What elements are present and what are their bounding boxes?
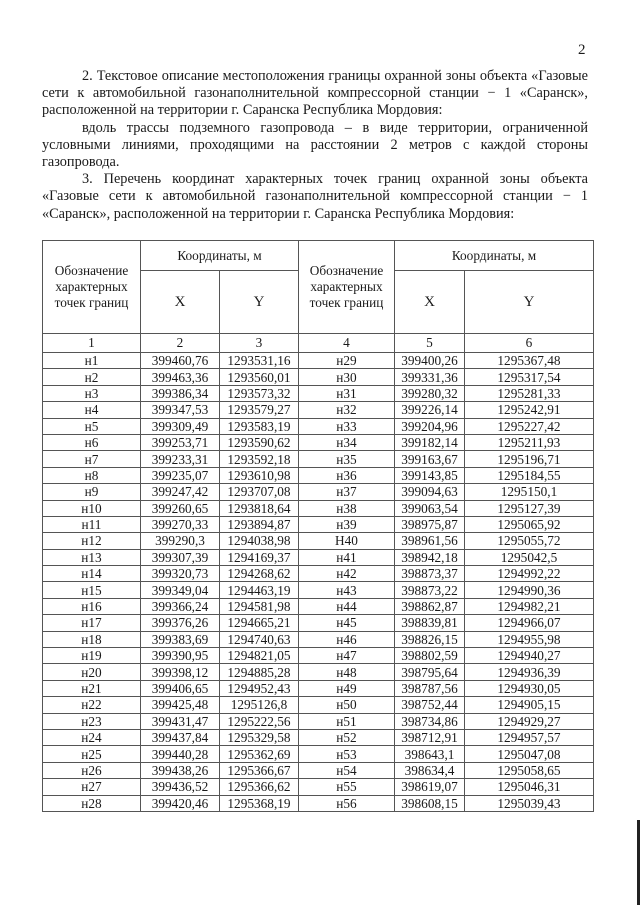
y-coord: 1295227,42 xyxy=(465,418,594,434)
point-id: н38 xyxy=(299,500,395,516)
point-id: н39 xyxy=(299,516,395,532)
point-id: н20 xyxy=(43,664,141,680)
point-id: н54 xyxy=(299,762,395,778)
x-coord: 399376,26 xyxy=(141,615,220,631)
x-coord: 399182,14 xyxy=(395,434,465,450)
y-coord: 1295046,31 xyxy=(465,779,594,795)
point-id: н50 xyxy=(299,697,395,713)
point-id: н19 xyxy=(43,648,141,664)
column-number: 5 xyxy=(395,334,465,353)
y-coord: 1295362,69 xyxy=(220,746,299,762)
y-coord: 1295222,56 xyxy=(220,713,299,729)
table-row xyxy=(43,353,594,369)
table-row xyxy=(43,680,594,696)
y-coord: 1295367,48 xyxy=(465,353,594,369)
point-id: н46 xyxy=(299,631,395,647)
point-id: н21 xyxy=(43,680,141,696)
column-number: 3 xyxy=(220,334,299,353)
header-coords-right: Координаты, м xyxy=(395,241,594,271)
column-number: 1 xyxy=(43,334,141,353)
table-row xyxy=(43,549,594,565)
paragraph-3: 3. Перечень координат характерных точек границ охранной зоны объекта «Газовые сети к автомобильной газонаполнительной компрессорной станции − 1 «Саранск», расположенной на территории г. Саранска Республика Мордовия: xyxy=(42,171,588,222)
y-coord: 1293610,98 xyxy=(220,467,299,483)
point-id: н55 xyxy=(299,779,395,795)
y-coord: 1295055,72 xyxy=(465,533,594,549)
y-coord: 1294952,43 xyxy=(220,680,299,696)
x-coord: 399349,04 xyxy=(141,582,220,598)
x-coord: 399420,46 xyxy=(141,795,220,811)
x-coord: 399320,73 xyxy=(141,566,220,582)
point-id: н6 xyxy=(43,434,141,450)
point-id: н23 xyxy=(43,713,141,729)
y-coord: 1295039,43 xyxy=(465,795,594,811)
table-row xyxy=(43,795,594,811)
x-coord: 399347,53 xyxy=(141,402,220,418)
table-row xyxy=(43,648,594,664)
point-id: н5 xyxy=(43,418,141,434)
x-coord: 399307,39 xyxy=(141,549,220,565)
point-id: н13 xyxy=(43,549,141,565)
point-id: н4 xyxy=(43,402,141,418)
y-coord: 1295042,5 xyxy=(465,549,594,565)
column-number: 4 xyxy=(299,334,395,353)
y-coord: 1294665,21 xyxy=(220,615,299,631)
y-coord: 1295047,08 xyxy=(465,746,594,762)
y-coord: 1295196,71 xyxy=(465,451,594,467)
x-coord: 398942,18 xyxy=(395,549,465,565)
x-coord: 399437,84 xyxy=(141,729,220,745)
x-coord: 399436,52 xyxy=(141,779,220,795)
x-coord: 399406,65 xyxy=(141,680,220,696)
point-id: н47 xyxy=(299,648,395,664)
x-coord: 399386,34 xyxy=(141,385,220,401)
y-coord: 1293579,27 xyxy=(220,402,299,418)
header-y-right: Y xyxy=(465,271,594,334)
x-coord: 399163,67 xyxy=(395,451,465,467)
point-id: н24 xyxy=(43,729,141,745)
x-coord: 399290,3 xyxy=(141,533,220,549)
table-row xyxy=(43,434,594,450)
header-y-left: Y xyxy=(220,271,299,334)
y-coord: 1294957,57 xyxy=(465,729,594,745)
table-row xyxy=(43,729,594,745)
y-coord: 1295065,92 xyxy=(465,516,594,532)
paragraph-2: 2. Текстовое описание местоположения границы охранной зоны объекта «Газовые сети к автомобильной газонаполнительной компрессорной станции − 1 «Саранск», расположенной на территории г. Саранска Республика Мордовия: xyxy=(42,68,588,119)
x-coord: 399331,36 xyxy=(395,369,465,385)
y-coord: 1293707,08 xyxy=(220,484,299,500)
x-coord: 399400,26 xyxy=(395,353,465,369)
x-coord: 399063,54 xyxy=(395,500,465,516)
x-coord: 399383,69 xyxy=(141,631,220,647)
x-coord: 398961,56 xyxy=(395,533,465,549)
point-id: н1 xyxy=(43,353,141,369)
table-row xyxy=(43,484,594,500)
x-coord: 398734,86 xyxy=(395,713,465,729)
x-coord: 399431,47 xyxy=(141,713,220,729)
point-id: н56 xyxy=(299,795,395,811)
x-coord: 399143,85 xyxy=(395,467,465,483)
y-coord: 1293894,87 xyxy=(220,516,299,532)
table-row xyxy=(43,598,594,614)
x-coord: 398787,56 xyxy=(395,680,465,696)
y-coord: 1294992,22 xyxy=(465,566,594,582)
y-coord: 1294581,98 xyxy=(220,598,299,614)
y-coord: 1293573,32 xyxy=(220,385,299,401)
header-point-left: Обозначение характерных точек границ xyxy=(43,241,141,334)
y-coord: 1293818,64 xyxy=(220,500,299,516)
y-coord: 1295366,67 xyxy=(220,762,299,778)
point-id: н35 xyxy=(299,451,395,467)
point-id: н3 xyxy=(43,385,141,401)
point-id: н45 xyxy=(299,615,395,631)
x-coord: 398839,81 xyxy=(395,615,465,631)
x-coord: 398712,91 xyxy=(395,729,465,745)
table-row xyxy=(43,713,594,729)
x-coord: 398608,15 xyxy=(395,795,465,811)
x-coord: 398873,37 xyxy=(395,566,465,582)
y-coord: 1294905,15 xyxy=(465,697,594,713)
point-id: н18 xyxy=(43,631,141,647)
point-id: н2 xyxy=(43,369,141,385)
table-row xyxy=(43,697,594,713)
point-id: Н40 xyxy=(299,533,395,549)
x-coord: 399463,36 xyxy=(141,369,220,385)
y-coord: 1293560,01 xyxy=(220,369,299,385)
point-id: н9 xyxy=(43,484,141,500)
x-coord: 398975,87 xyxy=(395,516,465,532)
point-id: н27 xyxy=(43,779,141,795)
y-coord: 1295368,19 xyxy=(220,795,299,811)
y-coord: 1295211,93 xyxy=(465,434,594,450)
point-id: н53 xyxy=(299,746,395,762)
x-coord: 398643,1 xyxy=(395,746,465,762)
point-id: н43 xyxy=(299,582,395,598)
point-id: н12 xyxy=(43,533,141,549)
x-coord: 399204,96 xyxy=(395,418,465,434)
y-coord: 1295317,54 xyxy=(465,369,594,385)
point-id: н49 xyxy=(299,680,395,696)
table-row xyxy=(43,467,594,483)
table-row xyxy=(43,631,594,647)
page-number: 2 xyxy=(578,42,586,58)
x-coord: 398873,22 xyxy=(395,582,465,598)
table-row xyxy=(43,500,594,516)
header-x-left: X xyxy=(141,271,220,334)
x-coord: 399226,14 xyxy=(395,402,465,418)
x-coord: 399425,48 xyxy=(141,697,220,713)
point-id: н26 xyxy=(43,762,141,778)
x-coord: 398826,15 xyxy=(395,631,465,647)
table-row xyxy=(43,566,594,582)
y-coord: 1294955,98 xyxy=(465,631,594,647)
x-coord: 399309,49 xyxy=(141,418,220,434)
x-coord: 398634,4 xyxy=(395,762,465,778)
point-id: н30 xyxy=(299,369,395,385)
table-row xyxy=(43,762,594,778)
x-coord: 399438,26 xyxy=(141,762,220,778)
x-coord: 399390,95 xyxy=(141,648,220,664)
point-id: н28 xyxy=(43,795,141,811)
y-coord: 1294169,37 xyxy=(220,549,299,565)
table-row xyxy=(43,664,594,680)
y-coord: 1293590,62 xyxy=(220,434,299,450)
y-coord: 1293531,16 xyxy=(220,353,299,369)
y-coord: 1293583,19 xyxy=(220,418,299,434)
x-coord: 399366,24 xyxy=(141,598,220,614)
point-id: н41 xyxy=(299,549,395,565)
table-row xyxy=(43,746,594,762)
y-coord: 1294966,07 xyxy=(465,615,594,631)
y-coord: 1294821,05 xyxy=(220,648,299,664)
point-id: н52 xyxy=(299,729,395,745)
point-id: н36 xyxy=(299,467,395,483)
table-row xyxy=(43,418,594,434)
column-number: 6 xyxy=(465,334,594,353)
y-coord: 1295281,33 xyxy=(465,385,594,401)
y-coord: 1294038,98 xyxy=(220,533,299,549)
x-coord: 399233,31 xyxy=(141,451,220,467)
point-id: н16 xyxy=(43,598,141,614)
y-coord: 1294268,62 xyxy=(220,566,299,582)
point-id: н29 xyxy=(299,353,395,369)
paragraph-2-description: вдоль трассы подземного газопровода – в виде территории, ограниченной условными линиями, проходящими на расстоянии 2 метров с каждой стороны газопровода. xyxy=(42,119,588,171)
x-coord: 399094,63 xyxy=(395,484,465,500)
y-coord: 1294940,27 xyxy=(465,648,594,664)
x-coord: 398862,87 xyxy=(395,598,465,614)
y-coord: 1295058,65 xyxy=(465,762,594,778)
body-text xyxy=(42,68,588,223)
point-id: н42 xyxy=(299,566,395,582)
x-coord: 398795,64 xyxy=(395,664,465,680)
header-point-right: Обозначение характерных точек границ xyxy=(299,241,395,334)
point-id: н33 xyxy=(299,418,395,434)
point-id: н34 xyxy=(299,434,395,450)
point-id: н37 xyxy=(299,484,395,500)
table-row xyxy=(43,369,594,385)
y-coord: 1295366,62 xyxy=(220,779,299,795)
table-row xyxy=(43,779,594,795)
y-coord: 1294990,36 xyxy=(465,582,594,598)
x-coord: 398752,44 xyxy=(395,697,465,713)
y-coord: 1294930,05 xyxy=(465,680,594,696)
x-coord: 399247,42 xyxy=(141,484,220,500)
point-id: н25 xyxy=(43,746,141,762)
point-id: н14 xyxy=(43,566,141,582)
x-coord: 399260,65 xyxy=(141,500,220,516)
point-id: н15 xyxy=(43,582,141,598)
x-coord: 399398,12 xyxy=(141,664,220,680)
table-row xyxy=(43,385,594,401)
table-row xyxy=(43,615,594,631)
table-row xyxy=(43,533,594,549)
point-id: н8 xyxy=(43,467,141,483)
y-coord: 1294885,28 xyxy=(220,664,299,680)
table-row xyxy=(43,402,594,418)
x-coord: 398619,07 xyxy=(395,779,465,795)
point-id: н48 xyxy=(299,664,395,680)
table-row xyxy=(43,516,594,532)
x-coord: 398802,59 xyxy=(395,648,465,664)
x-coord: 399270,33 xyxy=(141,516,220,532)
table-row xyxy=(43,582,594,598)
table-row xyxy=(43,451,594,467)
y-coord: 1293592,18 xyxy=(220,451,299,467)
point-id: н11 xyxy=(43,516,141,532)
header-x-right: X xyxy=(395,271,465,334)
y-coord: 1295242,91 xyxy=(465,402,594,418)
x-coord: 399460,76 xyxy=(141,353,220,369)
point-id: н51 xyxy=(299,713,395,729)
point-id: н22 xyxy=(43,697,141,713)
y-coord: 1295126,8 xyxy=(220,697,299,713)
y-coord: 1294463,19 xyxy=(220,582,299,598)
y-coord: 1295150,1 xyxy=(465,484,594,500)
point-id: н32 xyxy=(299,402,395,418)
x-coord: 399235,07 xyxy=(141,467,220,483)
column-number: 2 xyxy=(141,334,220,353)
x-coord: 399440,28 xyxy=(141,746,220,762)
header-coords-left: Координаты, м xyxy=(141,241,299,271)
point-id: н7 xyxy=(43,451,141,467)
point-id: н31 xyxy=(299,385,395,401)
y-coord: 1294740,63 xyxy=(220,631,299,647)
y-coord: 1294982,21 xyxy=(465,598,594,614)
coordinates-table xyxy=(42,240,594,812)
y-coord: 1294929,27 xyxy=(465,713,594,729)
y-coord: 1295329,58 xyxy=(220,729,299,745)
point-id: н10 xyxy=(43,500,141,516)
y-coord: 1294936,39 xyxy=(465,664,594,680)
point-id: н17 xyxy=(43,615,141,631)
x-coord: 399253,71 xyxy=(141,434,220,450)
y-coord: 1295127,39 xyxy=(465,500,594,516)
point-id: н44 xyxy=(299,598,395,614)
x-coord: 399280,32 xyxy=(395,385,465,401)
y-coord: 1295184,55 xyxy=(465,467,594,483)
